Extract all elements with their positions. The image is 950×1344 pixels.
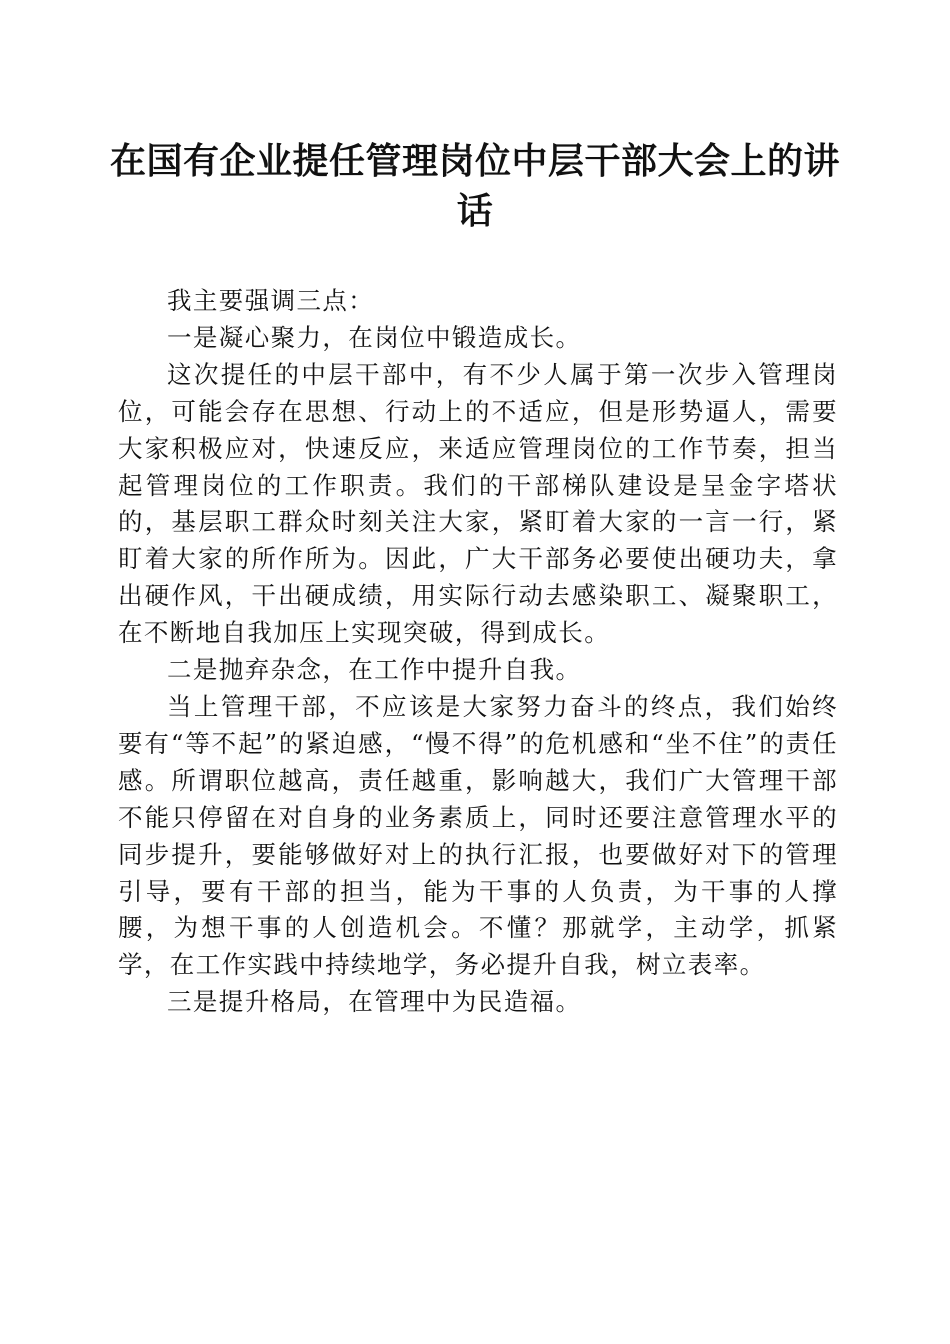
- point-one-paragraph: 这次提任的中层干部中，有不少人属于第一次步入管理岗位，可能会存在思想、行动上的不适应，但是形势逼人，需要大家积极应对，快速反应，来适应管理岗位的工作节奏，担当起管理岗位的工作职责。我们的干部梯队建设是呈金字塔状的，基层职工群众时刻关注大家，紧盯着大家的一言一行，紧盯着大家的所作所为。因此，广大干部务必要使出硬功夫，拿出硬作风，干出硬成绩，用实际行动去感染职工、凝聚职工，在不断地自我加压上实现突破，得到成长。: [118, 359, 838, 648]
- point-two-heading: 二是抛弃杂念，在工作中提升自我。: [167, 655, 582, 685]
- document-body: [118, 283, 838, 1021]
- document-title: 在国有企业提任管理岗位中层干部大会上的讲话: [110, 140, 841, 232]
- point-two-paragraph: 当上管理干部，不应该是大家努力奋斗的终点，我们始终要有“等不起”的紧迫感，“慢不得”的危机感和“坐不住”的责任感。所谓职位越高，责任越重，影响越大，我们广大管理干部不能只停留在对自身的业务素质上，同时还要注意管理水平的同步提升，要能够做好对上的执行汇报，也要做好对下的管理引导，要有干部的担当，能为干事的人负责，为干事的人撑腰，为想干事的人创造机会。不懂？那就学，主动学，抓紧学，在工作实践中持续地学，务必提升自我，树立表率。: [118, 691, 838, 980]
- point-one-heading: 一是凝心聚力，在岗位中锻造成长。: [167, 322, 582, 352]
- point-three-heading: 三是提升格局，在管理中为民造福。: [167, 987, 582, 1017]
- intro-paragraph: 我主要强调三点：: [167, 286, 375, 315]
